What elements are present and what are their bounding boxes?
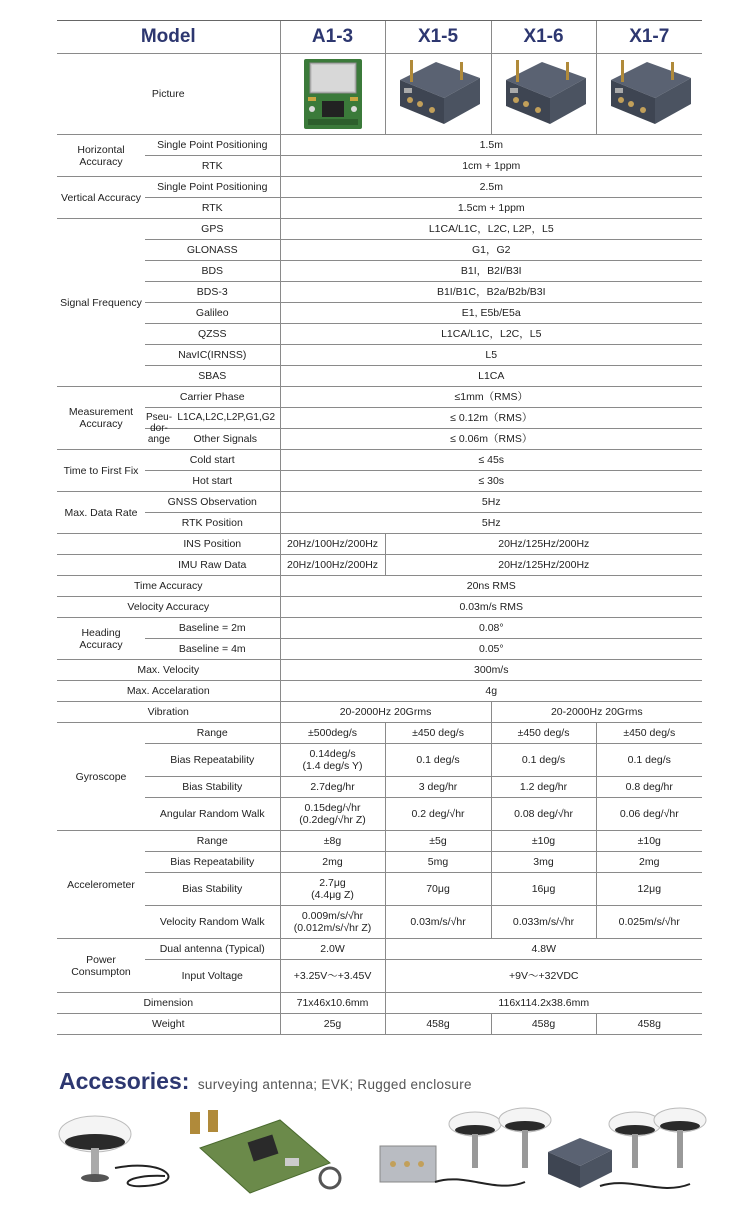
row-value — [280, 798, 385, 831]
row-label: Velocity Random Walk — [145, 906, 280, 939]
row-label: Weight — [57, 1014, 280, 1035]
row-value: ±450 deg/s — [385, 723, 491, 744]
row-value: 116x114.2x38.6mm — [385, 993, 702, 1014]
row-label: Vibration — [57, 702, 280, 723]
row-label: Bias Stability — [145, 873, 280, 906]
row-value: 70μg — [385, 873, 491, 906]
row-label: BDS-3 — [145, 282, 280, 303]
table-row — [57, 135, 702, 156]
row-value: 20Hz/100Hz/200Hz — [280, 555, 385, 576]
row-label: GLONASS — [145, 240, 280, 261]
row-value: 0.08 deg/√hr — [491, 798, 596, 831]
row-value: 0.2 deg/√hr — [385, 798, 491, 831]
row-label: Single Point Positioning — [145, 135, 280, 156]
row-value: ±5g — [385, 831, 491, 852]
table-row — [57, 639, 702, 660]
model-x16: X1-6 — [491, 21, 596, 54]
max-data-rate-group: Max. Data Rate — [57, 492, 145, 534]
row-value: 0.05° — [280, 639, 702, 660]
accessories-subtitle: surveying antenna; EVK; Rugged enclosure — [197, 1077, 472, 1092]
rugged-enclosure-image — [375, 1102, 555, 1198]
surveying-antenna-image — [55, 1108, 190, 1190]
row-label: Baseline = 4m — [145, 639, 280, 660]
x16-picture — [491, 54, 596, 135]
row-label: Carrier Phase — [145, 387, 280, 408]
table-row — [57, 660, 702, 681]
spec-table — [57, 20, 702, 1035]
table-row — [57, 177, 702, 198]
power-group: Power Consumpton — [57, 939, 145, 993]
row-value: 0.025m/s/√hr — [596, 906, 702, 939]
picture-label: Picture — [57, 54, 280, 135]
row-value: 20-2000Hz 20Grms — [280, 702, 491, 723]
row-value: 0.1 deg/s — [385, 744, 491, 777]
row-label: Max. Accelaration — [57, 681, 280, 702]
table-row — [57, 450, 702, 471]
row-value: 1.2 deg/hr — [491, 777, 596, 798]
table-row — [57, 702, 702, 723]
table-row — [57, 303, 702, 324]
picture-row — [57, 54, 702, 135]
row-value: 1.5m — [280, 135, 702, 156]
table-row — [57, 219, 702, 240]
row-value: 0.06 deg/√hr — [596, 798, 702, 831]
table-row — [57, 798, 702, 831]
table-row — [57, 993, 702, 1014]
table-row — [57, 534, 702, 555]
gnss-module-board-image — [302, 57, 364, 131]
table-row — [57, 777, 702, 798]
row-label: IMU Raw Data — [145, 555, 280, 576]
table-row — [57, 576, 702, 597]
ttff-group: Time to First Fix — [57, 450, 145, 492]
heading-accuracy-group: Heading Accuracy — [57, 618, 145, 660]
row-value: 4.8W — [385, 939, 702, 960]
row-value: 2mg — [280, 852, 385, 873]
row-value: 0.03m/s/√hr — [385, 906, 491, 939]
row-label: Baseline = 2m — [145, 618, 280, 639]
row-label: RTK — [145, 156, 280, 177]
table-row — [57, 513, 702, 534]
row-value: G1，G2 — [280, 240, 702, 261]
row-value: 2mg — [596, 852, 702, 873]
row-value: 458g — [385, 1014, 491, 1035]
row-label: RTK — [145, 198, 280, 219]
row-value: ±8g — [280, 831, 385, 852]
row-label: INS Position — [145, 534, 280, 555]
row-value: L1CA/L1C，L2C，L5 — [280, 324, 702, 345]
gyroscope-group: Gyroscope — [57, 723, 145, 831]
row-value: L5 — [280, 345, 702, 366]
row-value: ±450 deg/s — [596, 723, 702, 744]
row-value: B1I，B2I/B3I — [280, 261, 702, 282]
row-value: 4g — [280, 681, 702, 702]
table-row — [57, 366, 702, 387]
row-label: Velocity Accuracy — [57, 597, 280, 618]
table-row — [57, 744, 702, 777]
row-value: 0.08° — [280, 618, 702, 639]
row-value: L1CA — [280, 366, 702, 387]
row-value: 71x46x10.6mm — [280, 993, 385, 1014]
table-row — [57, 240, 702, 261]
table-row — [57, 282, 702, 303]
row-value: 16μg — [491, 873, 596, 906]
table-row — [57, 831, 702, 852]
rugged-enclosure-image — [496, 58, 592, 130]
table-row — [57, 618, 702, 639]
row-value: 1cm + 1ppm — [280, 156, 702, 177]
table-row — [57, 852, 702, 873]
row-value: B1I/B1C，B2a/B2b/B3I — [280, 282, 702, 303]
row-value: 20Hz/100Hz/200Hz — [280, 534, 385, 555]
value-line: 0.15deg/√hr — [304, 802, 361, 814]
row-label: GNSS Observation — [145, 492, 280, 513]
table-row — [57, 555, 702, 576]
row-label: Hot start — [145, 471, 280, 492]
row-label: Bias Stability — [145, 777, 280, 798]
row-value: 0.1 deg/s — [596, 744, 702, 777]
x17-picture — [596, 54, 702, 135]
row-value: ≤ 30s — [280, 471, 702, 492]
row-label: Bias Repeatability — [145, 744, 280, 777]
row-value: 0.1 deg/s — [491, 744, 596, 777]
row-label: Bias Repeatability — [145, 852, 280, 873]
row-value: ≤ 0.12m（RMS） — [280, 408, 702, 429]
table-row — [57, 324, 702, 345]
measurement-accuracy-group: Measurement Accuracy — [57, 387, 145, 450]
table-row — [57, 156, 702, 177]
table-row — [57, 723, 702, 744]
table-row — [57, 387, 702, 408]
row-label: Range — [145, 723, 280, 744]
accessories-title: Accesories: — [59, 1068, 190, 1094]
row-value: 5Hz — [280, 513, 702, 534]
row-value: 12μg — [596, 873, 702, 906]
model-a13: A1-3 — [280, 21, 385, 54]
row-label: BDS — [145, 261, 280, 282]
row-value: 5mg — [385, 852, 491, 873]
row-label: RTK Position — [145, 513, 280, 534]
row-value: 20ns RMS — [280, 576, 702, 597]
signal-frequency-group: Signal Frequency — [57, 219, 145, 387]
accelerometer-group: Accelerometer — [57, 831, 145, 939]
row-label: Time Accuracy — [57, 576, 280, 597]
row-label: NavIC(IRNSS) — [145, 345, 280, 366]
row-value: 1.5cm + 1ppm — [280, 198, 702, 219]
row-label: QZSS — [145, 324, 280, 345]
row-value: ±10g — [491, 831, 596, 852]
row-value: 20Hz/125Hz/200Hz — [385, 534, 702, 555]
vertical-accuracy-group: Vertical Accuracy — [57, 177, 145, 219]
row-value: 25g — [280, 1014, 385, 1035]
header-row — [57, 21, 702, 54]
row-value: E1, E5b/E5a — [280, 303, 702, 324]
accessories-heading — [59, 1068, 472, 1095]
row-label: Input Voltage — [145, 960, 280, 993]
x15-picture — [385, 54, 491, 135]
value-line: 2.7μg — [319, 877, 346, 889]
model-header: Model — [57, 21, 280, 54]
row-value: ±500deg/s — [280, 723, 385, 744]
row-value: ≤ 45s — [280, 450, 702, 471]
value-line: (1.4 deg/s Y) — [302, 760, 363, 772]
row-value: 3mg — [491, 852, 596, 873]
rugged-enclosure-image — [540, 1102, 708, 1198]
table-row — [57, 1014, 702, 1035]
row-label: Range — [145, 831, 280, 852]
row-value: 2.7deg/hr — [280, 777, 385, 798]
pseudorange-label: Pseu- dor- ange — [145, 411, 173, 445]
table-row — [57, 345, 702, 366]
row-value: 20-2000Hz 20Grms — [491, 702, 702, 723]
row-value: 2.5m — [280, 177, 702, 198]
value-line: (0.2deg/√hr Z) — [299, 814, 366, 826]
evk-board-image — [180, 1108, 345, 1198]
row-label: Angular Random Walk — [145, 798, 280, 831]
row-label: Dimension — [57, 993, 280, 1014]
row-value: 2.0W — [280, 939, 385, 960]
a13-picture — [280, 54, 385, 135]
row-label: SBAS — [145, 366, 280, 387]
table-row — [57, 939, 702, 960]
table-row — [57, 471, 702, 492]
value-line: (4.4μg Z) — [311, 889, 354, 901]
row-label: Cold start — [145, 450, 280, 471]
value-line: 0.14deg/s — [309, 748, 356, 760]
row-value: 300m/s — [280, 660, 702, 681]
row-label: Dual antenna (Typical) — [145, 939, 280, 960]
row-value: ≤1mm（RMS） — [280, 387, 702, 408]
table-row — [57, 198, 702, 219]
horizontal-accuracy-group: Horizontal Accuracy — [57, 135, 145, 177]
row-value — [280, 744, 385, 777]
row-value: 0.03m/s RMS — [280, 597, 702, 618]
rugged-enclosure-image — [390, 58, 486, 130]
row-label: GPS — [145, 219, 280, 240]
row-value: +9V～+32VDC — [385, 960, 702, 993]
row-value — [280, 873, 385, 906]
table-row — [57, 261, 702, 282]
row-label: Other Signals — [145, 429, 280, 450]
row-value: ±10g — [596, 831, 702, 852]
row-value: 0.8 deg/hr — [596, 777, 702, 798]
model-x17: X1-7 — [596, 21, 702, 54]
row-label: Max. Velocity — [57, 660, 280, 681]
row-value: 5Hz — [280, 492, 702, 513]
row-value: +3.25V～+3.45V — [280, 960, 385, 993]
row-label: Galileo — [145, 303, 280, 324]
row-value: 0.033m/s/√hr — [491, 906, 596, 939]
table-row — [57, 960, 702, 993]
row-value: ±450 deg/s — [491, 723, 596, 744]
table-row — [57, 906, 702, 939]
table-row — [57, 873, 702, 906]
rugged-enclosure-image — [601, 58, 697, 130]
model-x15: X1-5 — [385, 21, 491, 54]
row-value: 458g — [491, 1014, 596, 1035]
table-row — [57, 492, 702, 513]
row-value: 3 deg/hr — [385, 777, 491, 798]
row-value: 20Hz/125Hz/200Hz — [385, 555, 702, 576]
row-value: L1CA/L1C，L2C, L2P，L5 — [280, 219, 702, 240]
row-label: L1CA,L2C,L2P,G1,G2 — [177, 412, 276, 423]
table-row — [57, 681, 702, 702]
row-value: ≤ 0.06m（RMS） — [280, 429, 702, 450]
table-row — [57, 597, 702, 618]
row-value: 458g — [596, 1014, 702, 1035]
value-line: (0.012m/s/√hr Z) — [293, 922, 372, 934]
row-value — [280, 906, 385, 939]
table-row — [57, 408, 702, 429]
value-line: 0.009m/s/√hr — [301, 910, 364, 922]
row-label: Single Point Positioning — [145, 177, 280, 198]
